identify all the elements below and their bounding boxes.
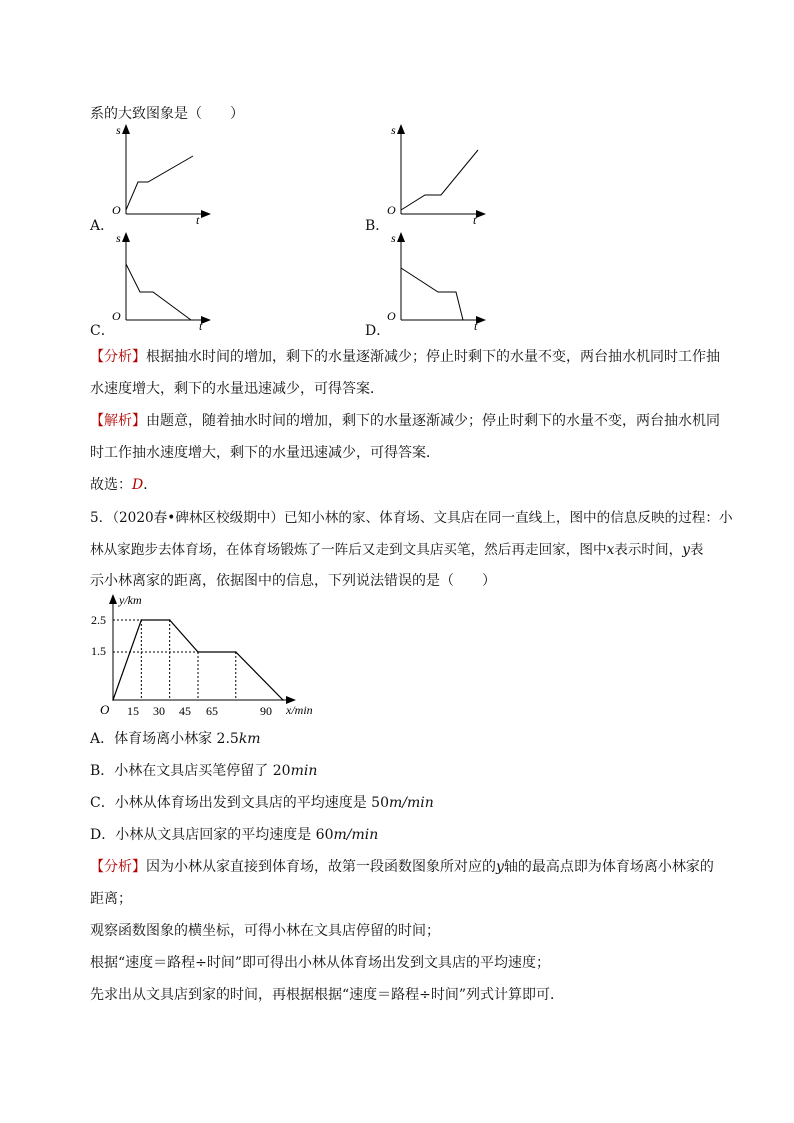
analysis-tag: 【分析】 bbox=[90, 349, 146, 365]
q5-line2b: 表示时间， bbox=[614, 542, 683, 558]
q5-line3: 示小林离家的距离，依据图中的信息，下列说法错误的是（ ） bbox=[90, 573, 496, 589]
curve-d bbox=[401, 268, 463, 320]
curve-a bbox=[126, 156, 193, 210]
solution4-line2: 时工作抽水速度增大，剩下的水量迅速减少，可得答案． bbox=[90, 445, 440, 461]
option-text: C．小林从体育场出发到文具店的平均速度是 50 bbox=[90, 795, 389, 811]
q4-stem-tail: 系的大致图象是（ ） bbox=[90, 106, 244, 122]
option-c-label: C． bbox=[90, 323, 115, 339]
axis-t-label: t bbox=[473, 213, 477, 225]
analysis5-line5: 先求出从文具店到家的时间，再根据根据“速度＝路程÷时间”列式计算即可． bbox=[90, 987, 565, 1003]
option-text: B．小林在文具店买笔停留了 20 bbox=[90, 763, 291, 779]
option-a-graph bbox=[108, 120, 218, 225]
axis-t-label: t bbox=[474, 319, 478, 333]
x-tick-30: 30 bbox=[153, 704, 165, 718]
answer-choice: D bbox=[132, 477, 144, 493]
origin-label: O bbox=[100, 702, 110, 717]
option-d-graph bbox=[383, 228, 493, 333]
option-unit: m/min bbox=[333, 827, 379, 843]
analysis5-line1b: 轴的最高点即为体育场离小林家的 bbox=[503, 859, 714, 875]
option-unit: min bbox=[290, 763, 318, 779]
analysis-tag: 【分析】 bbox=[90, 859, 146, 875]
curve-c bbox=[126, 264, 191, 320]
analysis-text: 根据抽水时间的增加，剩下的水量逐渐减少；停止时剩下的水量不变，两台抽水机同时工作抽 bbox=[146, 349, 720, 365]
curve-b bbox=[401, 150, 478, 210]
option-a-label: A． bbox=[90, 218, 115, 234]
x-axis-label: x/min bbox=[286, 703, 313, 717]
q5-option-c bbox=[90, 792, 434, 812]
option-b-graph bbox=[383, 120, 493, 225]
option-unit: km bbox=[238, 731, 261, 747]
axis-o-label: O bbox=[112, 203, 121, 217]
q5-option-d bbox=[90, 824, 378, 844]
q5-option-a bbox=[90, 728, 261, 748]
solution-text: 由题意，随着抽水时间的增加，剩下的水量逐渐减少；停止时剩下的水量不变，两台抽水机同 bbox=[146, 413, 720, 429]
analysis4-line1 bbox=[90, 346, 720, 366]
option-text: D．小林从文具店回家的平均速度是 60 bbox=[90, 827, 334, 843]
q5-line2a: 林从家跑步去体育场，在体育场锻炼了一阵后又走到文具店买笔，然后再走回家，图中 bbox=[90, 542, 607, 558]
axis-s-label: s bbox=[116, 231, 121, 245]
analysis5-line1a: 因为小林从家直接到体育场，故第一段函数图象所对应的 bbox=[146, 859, 496, 875]
option-b-label: B． bbox=[365, 218, 390, 234]
axis-s-label: s bbox=[116, 123, 121, 137]
x-tick-15: 15 bbox=[127, 704, 139, 718]
distance-time-graph bbox=[88, 588, 338, 720]
axis-t-label: t bbox=[196, 213, 200, 225]
var-y: y bbox=[682, 542, 690, 558]
y-tick-1-5: 1.5 bbox=[91, 644, 106, 658]
axis-t-label: t bbox=[199, 319, 203, 333]
axis-o-label: O bbox=[387, 203, 396, 217]
option-d-label: D． bbox=[365, 323, 391, 339]
answer-suffix: ． bbox=[143, 477, 158, 493]
analysis5-line4: 根据“速度＝路程÷时间”即可得出小林从体育场出发到文具店的平均速度； bbox=[90, 955, 551, 971]
answer4 bbox=[90, 474, 157, 494]
x-tick-90: 90 bbox=[260, 704, 272, 718]
solution-tag: 【解析】 bbox=[90, 413, 146, 429]
q5-line2c: 表 bbox=[689, 542, 704, 558]
q5-option-b bbox=[90, 760, 317, 780]
option-unit: m/min bbox=[388, 795, 434, 811]
axis-o-label: O bbox=[112, 309, 121, 323]
answer-prefix: 故选： bbox=[90, 477, 132, 493]
analysis5-line1 bbox=[90, 856, 714, 876]
x-tick-65: 65 bbox=[206, 704, 218, 718]
analysis5-line2: 距离； bbox=[90, 891, 132, 907]
q5-line1: 5．（2020春•碑林区校级期中）已知小林的家、体育场、文具店在同一直线上，图中的信息反映的过程：小 bbox=[90, 510, 733, 526]
analysis5-line3: 观察函数图象的横坐标，可得小林在文具店停留的时间； bbox=[90, 923, 440, 939]
y-axis-label: y/km bbox=[119, 593, 142, 607]
x-tick-45: 45 bbox=[179, 704, 191, 718]
option-text: A．体育场离小林家 2.5 bbox=[90, 731, 239, 747]
y-tick-2-5: 2.5 bbox=[91, 613, 106, 627]
var-y: y bbox=[496, 859, 504, 875]
q5-line2 bbox=[90, 538, 703, 558]
option-c-graph bbox=[108, 228, 218, 333]
var-x: x bbox=[606, 542, 615, 558]
axis-s-label: s bbox=[391, 231, 396, 245]
axis-s-label: s bbox=[391, 123, 396, 137]
axis-o-label: O bbox=[387, 309, 396, 323]
analysis4-line2: 水速度增大，剩下的水量迅速减少，可得答案． bbox=[90, 381, 384, 397]
solution4-line1 bbox=[90, 410, 720, 430]
